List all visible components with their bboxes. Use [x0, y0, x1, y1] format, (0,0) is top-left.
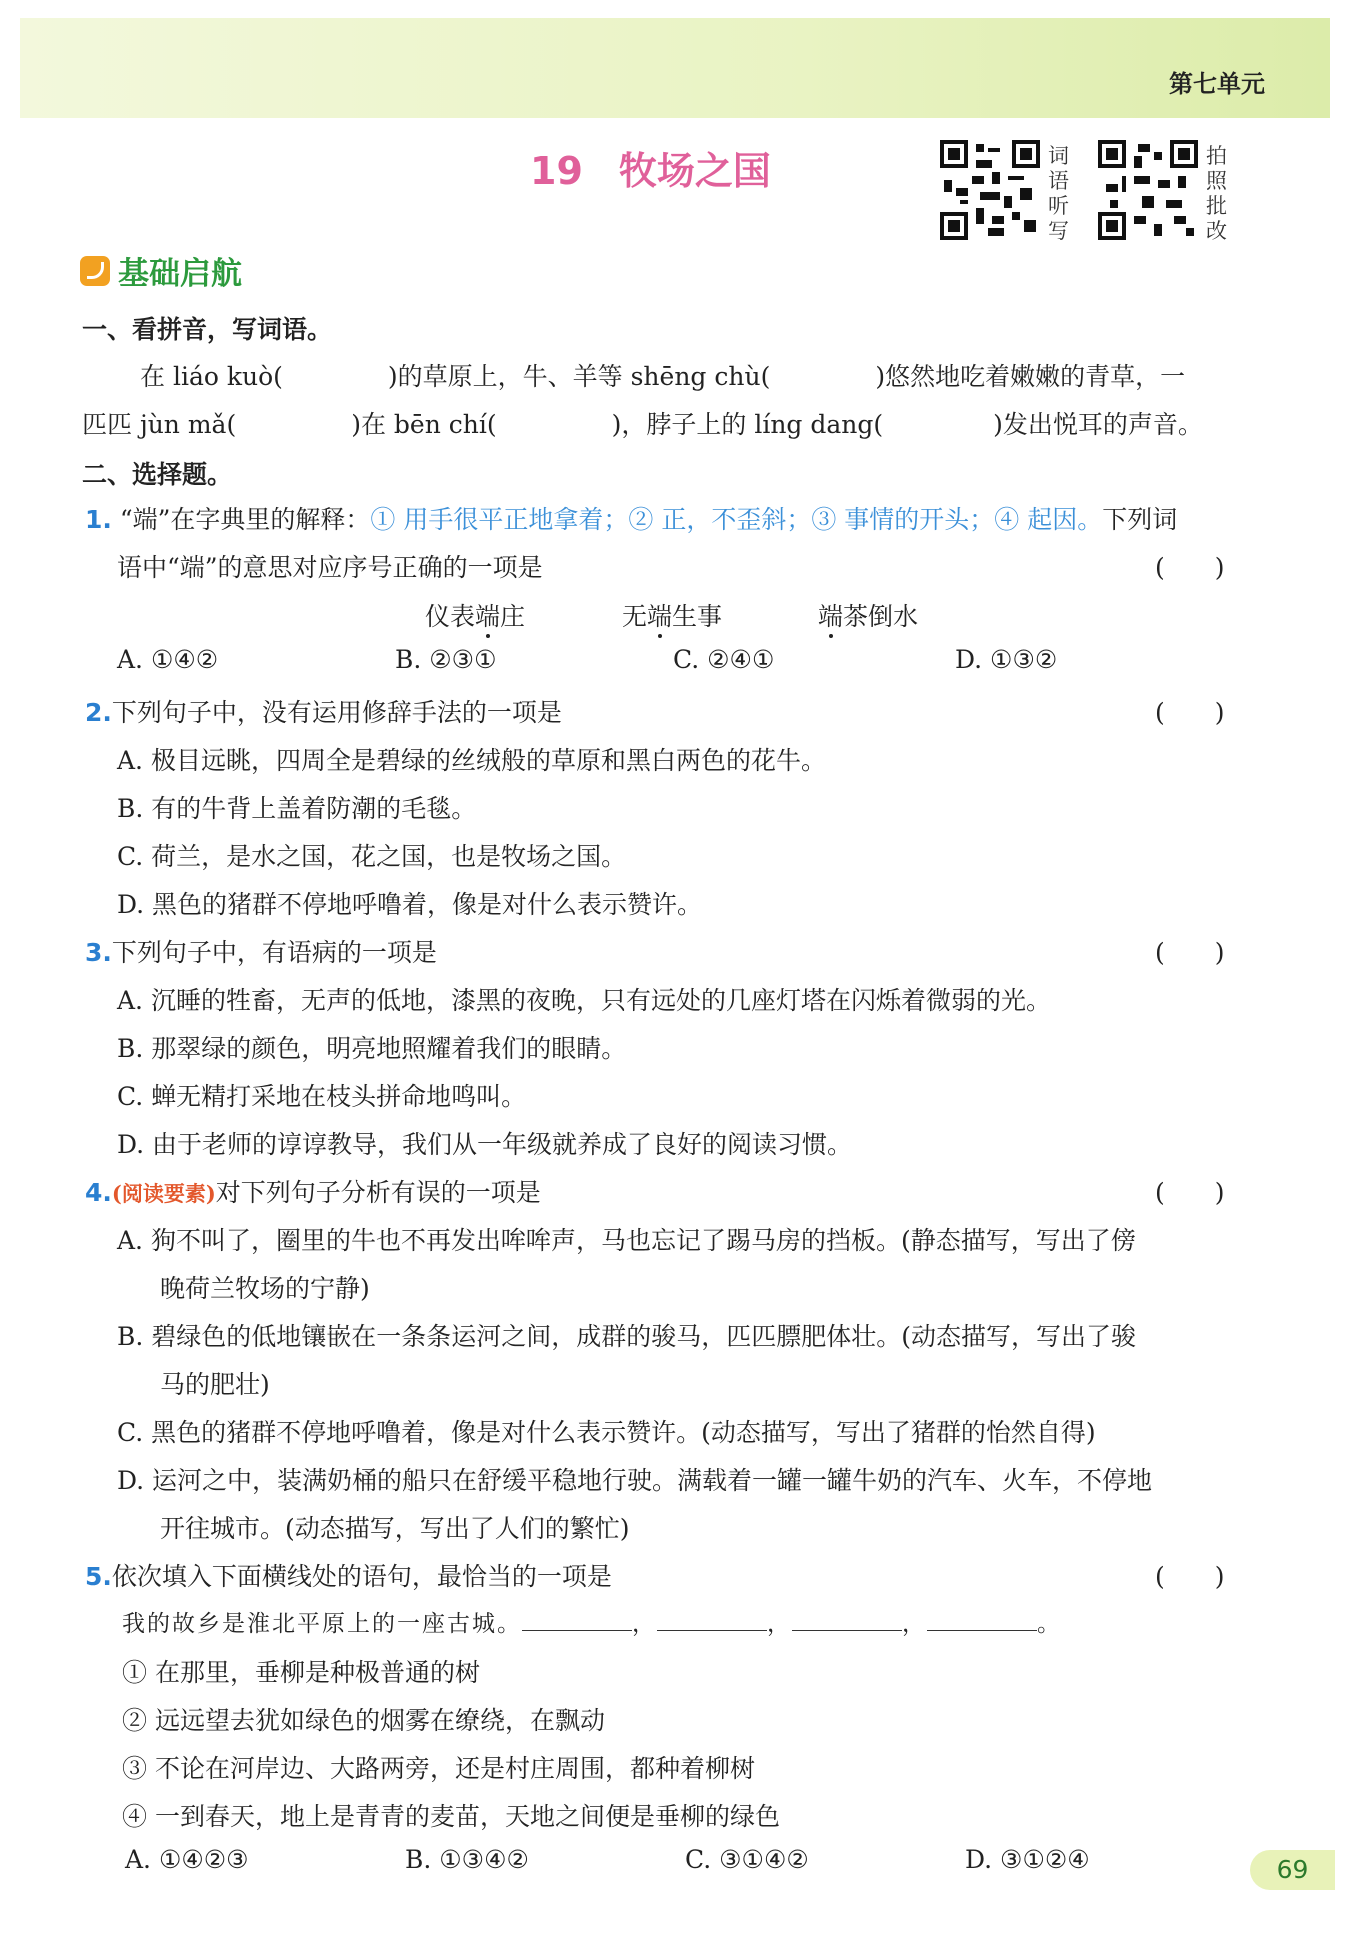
unit-label: 第七单元	[1169, 70, 1265, 98]
q5-option-a[interactable]: A. ①④②③	[125, 1845, 249, 1874]
fill-blank-1[interactable]	[522, 1610, 632, 1631]
q2-stem: 2.下列句子中，没有运用修辞手法的一项是	[85, 698, 562, 727]
fill-blank-2[interactable]	[657, 1610, 767, 1631]
qr-code-photo-grading-icon[interactable]	[1098, 140, 1198, 240]
q2-option-a[interactable]: A. 极目远眺，四周全是碧绿的丝绒般的草原和黑白两色的花牛。	[117, 746, 826, 775]
q5-passage: 我的故乡是淮北平原上的一座古城。 ， ， ， 。	[122, 1611, 1062, 1637]
section-badge-icon	[80, 256, 110, 286]
part2-heading: 二、选择题。	[82, 460, 233, 489]
qr-label-dictation: 词 语 听 写	[1048, 144, 1069, 243]
page-number: 69	[1250, 1850, 1335, 1890]
q3-option-d[interactable]: D. 由于老师的谆谆教导，我们从一年级就养成了良好的阅读习惯。	[117, 1130, 853, 1159]
q5-stem: 5.依次填入下面横线处的语句，最恰当的一项是	[85, 1562, 612, 1591]
q4-option-a-cont: 晚荷兰牧场的宁静)	[160, 1274, 370, 1303]
q1-option-d[interactable]: D. ①③②	[955, 645, 1058, 674]
q1-stem: 1. “端”在字典里的解释：① 用手很平正地拿着；② 正，不歪斜；③ 事情的开头；④ 起因。下列词	[85, 505, 1178, 534]
part1-line1: 在 liáo kuò( )的草原上，牛、羊等 shēng chù( )悠然地吃着嫩嫩的青草，一	[140, 362, 1186, 391]
q2-option-c[interactable]: C. 荷兰，是水之国，花之国，也是牧场之国。	[117, 842, 627, 871]
q4-stem: 4.(阅读要素)对下列句子分析有误的一项是	[85, 1178, 541, 1207]
reading-element-tag: (阅读要素)	[111, 1181, 216, 1206]
q4-option-d-cont: 开往城市。(动态描写，写出了人们的繁忙)	[160, 1514, 630, 1543]
lesson-number: 19	[530, 149, 583, 193]
part1-line2: 匹匹 jùn mǎ( )在 bēn chí( )，脖子上的 líng dang( )发出悦耳的声音。	[82, 410, 1203, 439]
part1-heading: 一、看拼音，写词语。	[82, 315, 333, 344]
q5-item-1: ① 在那里，垂柳是种极普通的树	[122, 1658, 480, 1687]
q3-option-b[interactable]: B. 那翠绿的颜色，明亮地照耀着我们的眼睛。	[117, 1034, 627, 1063]
q2-option-b[interactable]: B. 有的牛背上盖着防潮的毛毯。	[117, 794, 477, 823]
qr-label-photo-grading: 拍 照 批 改	[1206, 144, 1227, 243]
lesson-title	[530, 140, 771, 195]
q4-option-d[interactable]: D. 运河之中，装满奶桶的船只在舒缓平稳地行驶。满载着一罐一罐牛奶的汽车、火车，不停地	[117, 1466, 1153, 1495]
header-band	[20, 18, 1330, 118]
q5-option-b[interactable]: B. ①③④②	[405, 1845, 529, 1874]
fill-blank-3[interactable]	[792, 1610, 902, 1631]
qr-code-dictation-icon[interactable]	[940, 140, 1040, 240]
q5-answer-blank[interactable]: ( )	[1155, 1562, 1225, 1591]
q4-option-b-cont: 马的肥壮)	[160, 1370, 270, 1399]
q1-option-c[interactable]: C. ②④①	[673, 645, 775, 674]
section-heading: 基础启航	[80, 248, 242, 293]
q1-answer-blank[interactable]: ( )	[1155, 553, 1225, 582]
q1-stem-cont: 语中“端”的意思对应序号正确的一项是	[117, 553, 543, 582]
q1-word-1: 仪表端庄	[425, 602, 526, 631]
q2-option-d[interactable]: D. 黑色的猪群不停地呼噜着，像是对什么表示赞许。	[117, 890, 703, 919]
lesson-name: 牧场之国	[618, 149, 771, 193]
q3-option-a[interactable]: A. 沉睡的牲畜，无声的低地，漆黑的夜晚，只有远处的几座灯塔在闪烁着微弱的光。	[117, 986, 1051, 1015]
fill-blank-4[interactable]	[927, 1610, 1037, 1631]
q1-word-2: 无端生事	[622, 602, 723, 631]
q5-option-c[interactable]: C. ③①④②	[685, 1845, 809, 1874]
q5-item-2: ② 远远望去犹如绿色的烟雾在缭绕，在飘动	[122, 1706, 605, 1735]
q5-item-4: ④ 一到春天，地上是青青的麦苗，天地之间便是垂柳的绿色	[122, 1802, 780, 1831]
q1-word-3: 端茶倒水	[818, 602, 919, 631]
q4-option-b[interactable]: B. 碧绿色的低地镶嵌在一条条运河之间，成群的骏马，匹匹膘肥体壮。(动态描写，写出了骏	[117, 1322, 1137, 1351]
q1-option-a[interactable]: A. ①④②	[117, 645, 219, 674]
q4-option-a[interactable]: A. 狗不叫了，圈里的牛也不再发出哞哞声，马也忘记了踢马房的挡板。(静态描写，写出了傍	[117, 1226, 1136, 1255]
q4-answer-blank[interactable]: ( )	[1155, 1178, 1225, 1207]
q2-answer-blank[interactable]: ( )	[1155, 698, 1225, 727]
q5-option-d[interactable]: D. ③①②④	[965, 1845, 1090, 1874]
q1-option-b[interactable]: B. ②③①	[395, 645, 497, 674]
q4-option-c[interactable]: C. 黑色的猪群不停地呼噜着，像是对什么表示赞许。(动态描写，写出了猪群的怡然自得)	[117, 1418, 1096, 1447]
q3-answer-blank[interactable]: ( )	[1155, 938, 1225, 967]
q5-item-3: ③ 不论在河岸边、大路两旁，还是村庄周围，都种着柳树	[122, 1754, 755, 1783]
q3-option-c[interactable]: C. 蝉无精打采地在枝头拼命地鸣叫。	[117, 1082, 527, 1111]
q3-stem: 3.下列句子中，有语病的一项是	[85, 938, 437, 967]
